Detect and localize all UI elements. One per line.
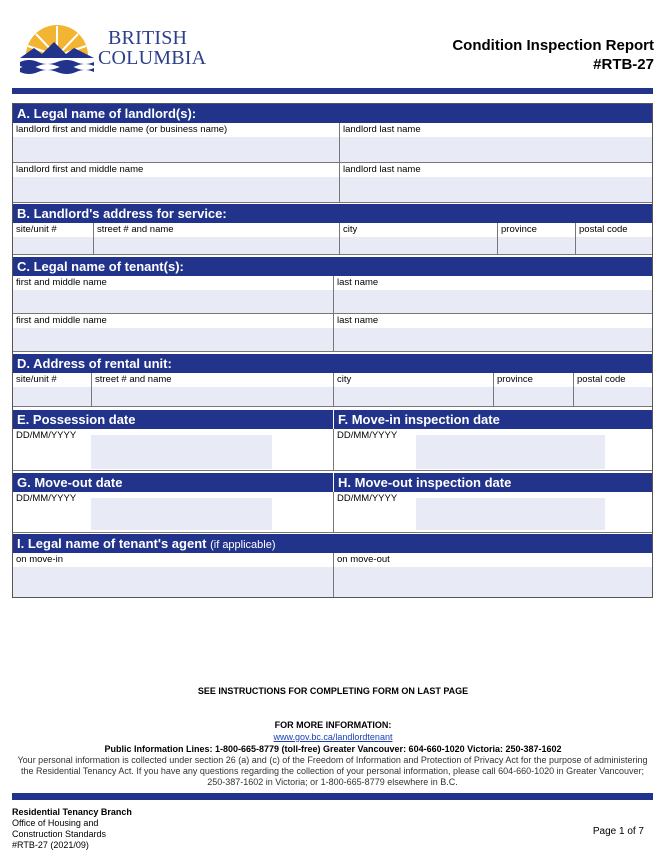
landlord-postal-field[interactable]: postal code bbox=[576, 223, 652, 255]
form-frame bbox=[12, 103, 653, 598]
page-number: Page 1 of 7 bbox=[592, 826, 644, 837]
top-rule bbox=[12, 88, 653, 94]
instructions-note: SEE INSTRUCTIONS FOR COMPLETING FORM ON LAST PAGE bbox=[197, 686, 469, 696]
section-i-header: I. Legal name of tenant's agent (if applicable) bbox=[13, 534, 652, 553]
rental-city-field[interactable]: city bbox=[334, 373, 494, 407]
logo-wordmark: BRITISH COLUMBIA bbox=[98, 27, 207, 69]
phone-lines: Public Information Lines: 1-800-665-8779 (toll-free) Greater Vancouver: 604-660-1020 Victoria: 250-387-1602 bbox=[104, 744, 562, 754]
section-c-header: C. Legal name of tenant(s): bbox=[13, 257, 652, 276]
agent-move-in-field[interactable]: on move-in bbox=[13, 553, 334, 597]
move-in-inspection-cell: DD/MM/YYYY bbox=[334, 429, 652, 471]
possession-date-input[interactable] bbox=[91, 435, 272, 469]
landlord-province-field[interactable]: province bbox=[498, 223, 576, 255]
landlord2-last-field[interactable]: landlord last name bbox=[340, 163, 652, 203]
agent-move-out-field[interactable]: on move-out bbox=[334, 553, 652, 597]
section-h-header: H. Move-out inspection date bbox=[334, 473, 652, 492]
possession-date-cell: DD/MM/YYYY bbox=[13, 429, 334, 471]
section-b-header: B. Landlord's address for service: bbox=[13, 204, 652, 223]
bc-sun-mountain-icon bbox=[20, 24, 94, 76]
section-g-header: G. Move-out date bbox=[13, 473, 333, 492]
move-out-date-input[interactable] bbox=[91, 498, 272, 530]
more-info-heading: FOR MORE INFORMATION: bbox=[274, 720, 392, 730]
rental-postal-field[interactable]: postal code bbox=[574, 373, 652, 407]
landlord2-first-field[interactable]: landlord first and middle name bbox=[13, 163, 340, 203]
tenant1-first-field[interactable]: first and middle name bbox=[13, 276, 334, 314]
rental-province-field[interactable]: province bbox=[494, 373, 574, 407]
tenant1-last-field[interactable]: last name bbox=[334, 276, 652, 314]
move-out-inspection-cell: DD/MM/YYYY bbox=[334, 492, 652, 533]
tenant2-last-field[interactable]: last name bbox=[334, 314, 652, 352]
privacy-notice: Your personal information is collected under section 26 (a) and (c) of the Freedom of Information and Protection of Privacy Act for the purpose of administering the Residential Tenancy Act. If you have any questions regarding the collection of your personal information, please call 604-660-1020 in Greater Vancouver; 250-387-1602 in Victoria; or 1-800-665-8779 elsewhere in B.C. bbox=[17, 755, 648, 787]
move-out-inspection-input[interactable] bbox=[416, 498, 605, 530]
section-f-header: F. Move-in inspection date bbox=[334, 410, 652, 429]
landlord1-last-field[interactable]: landlord last name bbox=[340, 123, 652, 163]
rental-unit-field[interactable]: site/unit # bbox=[13, 373, 92, 407]
bc-logo bbox=[20, 24, 207, 76]
bottom-rule bbox=[12, 793, 653, 800]
move-out-date-cell: DD/MM/YYYY bbox=[13, 492, 334, 533]
section-d-header: D. Address of rental unit: bbox=[13, 354, 652, 373]
document-title: Condition Inspection Report #RTB-27 bbox=[452, 37, 654, 73]
move-in-inspection-input[interactable] bbox=[416, 435, 605, 469]
branch-info: Residential Tenancy Branch Office of Housing and Construction Standards #RTB-27 (2021/09) bbox=[12, 807, 132, 850]
landlord-street-field[interactable]: street # and name bbox=[94, 223, 340, 255]
tenant2-first-field[interactable]: first and middle name bbox=[13, 314, 334, 352]
info-link[interactable]: www.gov.bc.ca/landlordtenant bbox=[273, 732, 393, 742]
landlord-city-field[interactable]: city bbox=[340, 223, 498, 255]
rental-street-field[interactable]: street # and name bbox=[92, 373, 334, 407]
landlord-unit-field[interactable]: site/unit # bbox=[13, 223, 94, 255]
section-e-header: E. Possession date bbox=[13, 410, 333, 429]
landlord1-first-field[interactable]: landlord first and middle name (or business name) bbox=[13, 123, 340, 163]
section-a-header: A. Legal name of landlord(s): bbox=[13, 104, 652, 123]
